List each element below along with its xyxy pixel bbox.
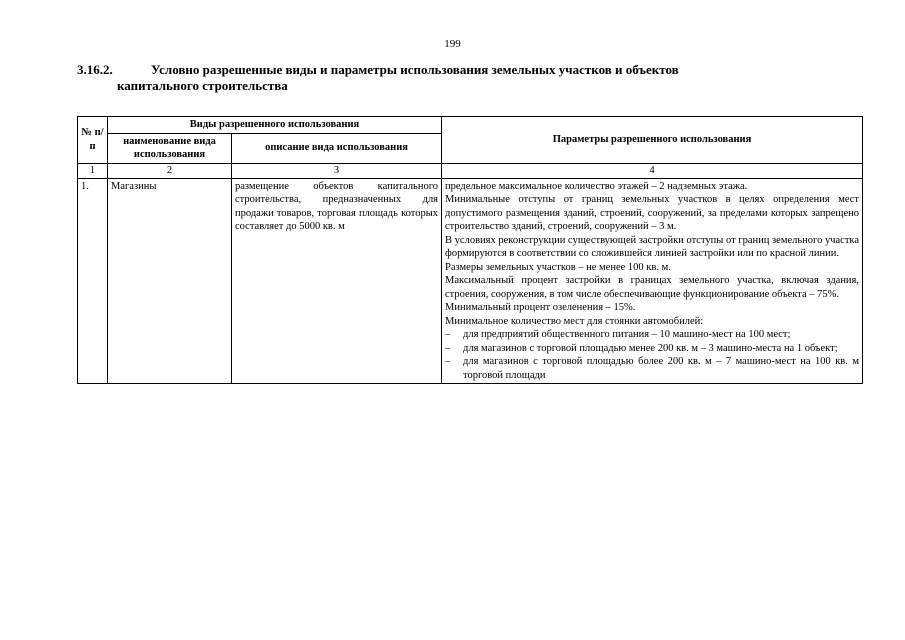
table-header-row-1 [78,117,863,134]
parameters-table [77,116,863,384]
param-line: Максимальный процент застройки в границах земельного участка, включая здания, строения, сооружения, в том числе обеспечивающие функционирование объекта – 75%. [445,275,860,300]
dash-bullet: – [445,329,451,340]
column-index-cell: 3 [232,163,442,178]
section-title-line2: капитального строительства [117,78,288,93]
parking-text: для магазинов с торговой площадью более 200 кв. м – 7 машино-мест на 100 кв. м торговой площади [463,356,860,381]
row-name: Магазины [108,178,232,384]
header-name: наименование вида использования [108,133,232,163]
column-index-cell: 1 [78,163,108,178]
param-line: Размеры земельных участков – не менее 100 кв. м. [445,261,671,273]
parking-text: для предприятий общественного питания – 10 машино-мест на 100 мест; [463,329,791,340]
table-row [78,178,863,384]
parking-item [445,328,859,342]
param-line: предельное максимальное количество этажей – 2 надземных этажа. [445,180,748,192]
column-index-row [78,163,863,178]
parking-text: для магазинов с торговой площадью менее 200 кв. м – 3 машино-места на 1 объект; [463,342,838,354]
column-index-cell: 4 [442,163,863,178]
section-number: 3.16.2. [77,62,113,77]
parking-item [445,355,859,382]
param-line: В условиях реконструкции существующей застройки отступы от границ земельного участка формируются в соответствии со сложившейся линией застройки или по красной линии. [445,234,860,259]
header-description: описание вида использования [232,133,442,163]
column-index-cell: 2 [108,163,232,178]
dash-bullet: – [445,342,451,354]
page-number: 199 [444,38,461,50]
section-heading [77,62,837,94]
parking-item [445,342,859,356]
section-title-line1: Условно разрешенные виды и параметры использования земельных участков и объектов [151,62,679,77]
dash-bullet: – [445,356,451,367]
row-num: 1. [78,178,108,384]
row-description: размещение объектов капитального строительства, предназначенных для продажи товаров, торговая площадь которых составляет до 5000 кв. м [232,178,442,384]
header-params: Параметры разрешенного использования [442,117,863,164]
header-group: Виды разрешенного использования [108,117,442,134]
header-num: № п/п [78,117,108,164]
row-params [442,178,863,384]
param-line: Минимальные отступы от границ земельных участков в целях определения мест допустимого размещения зданий, строений, сооружений, за пределами которых запрещено строительство зданий, строений, сооружений – 3 м. [445,194,860,232]
param-line: Минимальный процент озеленения – 15%. [445,302,636,313]
param-line: Минимальное количество мест для стоянки автомобилей: [445,315,704,327]
